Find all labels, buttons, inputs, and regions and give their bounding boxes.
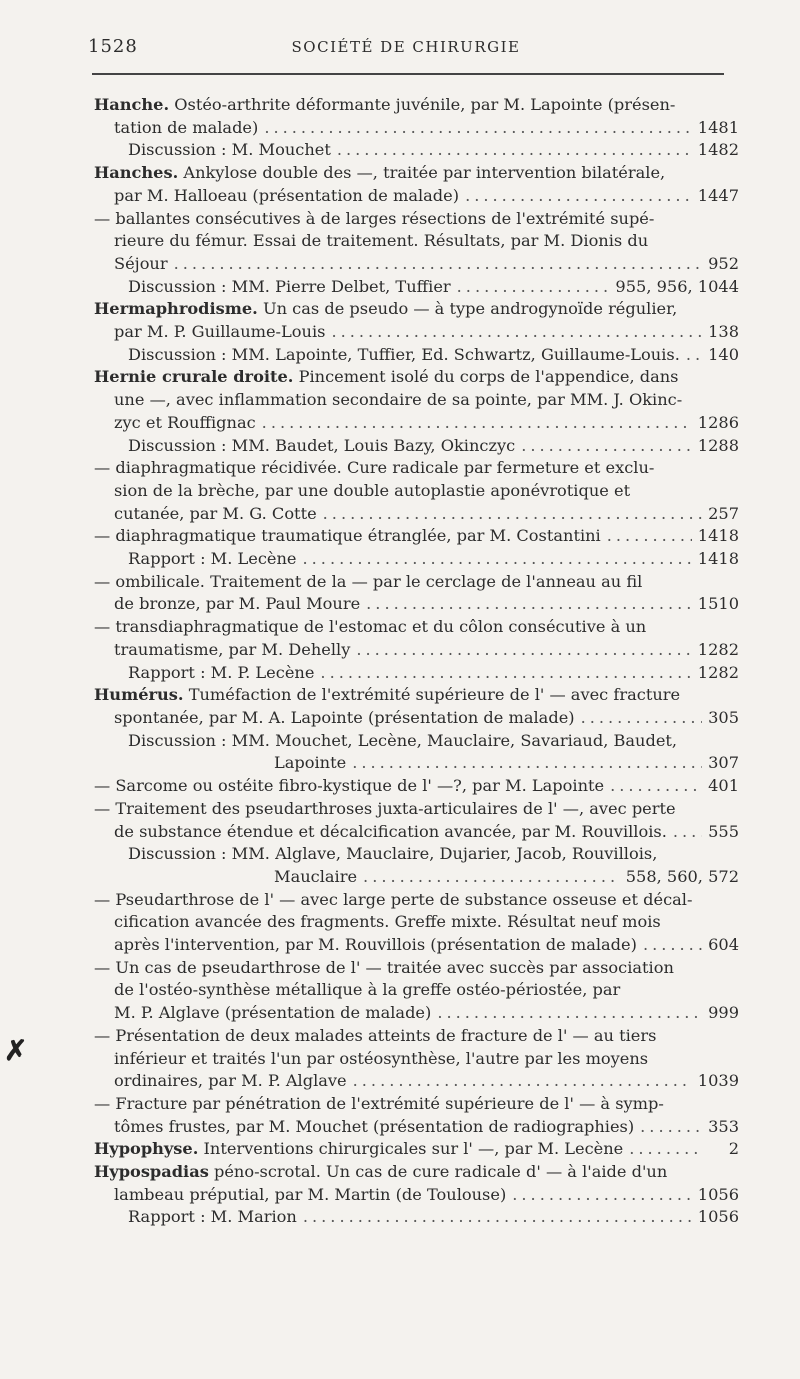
- entry-line: — Un cas de pseudarthrose de l' — traitée avec succès par association: [94, 957, 674, 977]
- page-ref: 952: [708, 253, 739, 273]
- entry-text: Rapport : M. P. Lecène: [128, 662, 315, 682]
- index-entry: [94, 1025, 739, 1093]
- index-entry: [94, 435, 739, 458]
- page-ref: 307: [708, 753, 739, 773]
- page-ref: 1288: [697, 435, 739, 455]
- index-entry: [94, 162, 739, 207]
- entry-line: rieure du fémur. Essai de traitement. Résultats, par M. Dionis du: [114, 231, 649, 251]
- page-ref: 401: [708, 776, 739, 796]
- index-entry: [94, 1161, 739, 1206]
- entry-line: inférieur et traités l'un par ostéosynthèse, l'autre par les moyens: [114, 1048, 649, 1068]
- page-ref: 1447: [697, 185, 739, 205]
- index-entry: [94, 525, 739, 548]
- index-entry: [94, 798, 739, 843]
- entry-text: lambeau préputial, par M. Martin (de Toulouse): [114, 1184, 507, 1204]
- entry-text: zyc et Rouffignac: [114, 412, 256, 432]
- page-ref: 257: [708, 503, 739, 523]
- entry-line: — ballantes consécutives à de larges résections de l'extrémité supé-: [94, 208, 655, 228]
- index-entries: [94, 94, 739, 1229]
- margin-mark: ✗: [4, 1034, 28, 1067]
- entry-text: Lapointe: [274, 753, 347, 773]
- entry-line: — diaphragmatique récidivée. Cure radicale par fermeture et exclu-: [94, 458, 655, 478]
- page-ref: 555: [708, 821, 739, 841]
- entry-text: par M. Halloeau (présentation de malade): [114, 185, 460, 205]
- index-entry: [94, 298, 739, 343]
- entry-text: Hypophyse. Interventions chirurgicales sur l' —, par M. Lecène: [94, 1139, 624, 1159]
- page-ref: 1056: [697, 1184, 739, 1204]
- entry-text: spontanée, par M. A. Lapointe (présentation de malade): [114, 707, 575, 727]
- entry-line: une —, avec inflammation secondaire de sa pointe, par MM. J. Okinc-: [114, 390, 683, 410]
- entry-line: — Pseudarthrose de l' — avec large perte de substance osseuse et décal-: [94, 889, 693, 909]
- entry-text: Discussion : MM. Baudet, Louis Bazy, Okinczyc: [128, 435, 516, 455]
- page-number: 1528: [88, 36, 138, 57]
- entry-text: Discussion : MM. Lapointe, Tuffier, Ed. Schwartz, Guillaume-Louis.: [128, 344, 680, 364]
- entry-line: sion de la brèche, par une double autoplastie aponévrotique et: [114, 480, 631, 500]
- index-entry: [94, 662, 739, 685]
- entry-text: cutanée, par M. G. Cotte: [114, 503, 317, 523]
- entry-text: M. P. Alglave (présentation de malade): [114, 1003, 432, 1023]
- page-ref: 1418: [697, 549, 739, 569]
- entry-line: — Présentation de deux malades atteints de fracture de l' — au tiers: [94, 1025, 657, 1045]
- page-ref: 604: [708, 935, 739, 955]
- entry-text: Séjour: [114, 253, 168, 273]
- entry-line: Hanche. Ostéo-arthrite déformante juvénile, par M. Lapointe (présen-: [94, 95, 676, 114]
- index-entry: [94, 1093, 739, 1138]
- entry-text: Mauclaire: [274, 866, 358, 886]
- entry-text: de bronze, par M. Paul Moure: [114, 594, 361, 614]
- index-entry: [94, 94, 739, 139]
- entry-line: cification avancée des fragments. Greffe mixte. Résultat neuf mois: [114, 912, 661, 932]
- index-entry: [94, 571, 739, 616]
- page-ref: 1510: [697, 594, 739, 614]
- entry-line: Humérus. Tuméfaction de l'extrémité supérieure de l' — avec fracture: [94, 685, 681, 705]
- entry-line: — Fracture par pénétration de l'extrémité supérieure de l' — à symp-: [94, 1093, 664, 1113]
- index-entry: [94, 276, 739, 299]
- entry-text: ordinaires, par M. P. Alglave: [114, 1071, 347, 1091]
- entry-line: Hanches. Ankylose double des —, traitée par intervention bilatérale,: [94, 163, 666, 183]
- page-ref: 305: [708, 707, 739, 727]
- page-ref: 1482: [697, 140, 739, 160]
- entry-line: — transdiaphragmatique de l'estomac et du côlon consécutive à un: [94, 617, 647, 637]
- entry-text: — diaphragmatique traumatique étranglée, par M. Costantini: [94, 526, 601, 546]
- entry-text: après l'intervention, par M. Rouvillois (présentation de malade): [114, 935, 637, 955]
- index-entry: [94, 139, 739, 162]
- index-entry: [94, 457, 739, 525]
- running-title: SOCIÉTÉ DE CHIRURGIE: [291, 38, 521, 56]
- entry-text: Discussion : MM. Pierre Delbet, Tuffier: [128, 276, 451, 296]
- page-header: [88, 36, 724, 62]
- index-entry: [94, 344, 739, 367]
- index-entry: [94, 1206, 739, 1229]
- page-ref: 138: [708, 322, 739, 342]
- entry-text: de substance étendue et décalcification avancée, par M. Rouvillois.: [114, 821, 667, 841]
- page-ref: 558, 560, 572: [625, 866, 739, 886]
- page-ref: 1039: [697, 1071, 739, 1091]
- page-ref: 1286: [697, 412, 739, 432]
- entry-line: — ombilicale. Traitement de la — par le cerclage de l'anneau au fil: [94, 571, 643, 591]
- index-entry: [94, 889, 739, 957]
- page-ref: 1418: [697, 526, 739, 546]
- index-entry: [94, 957, 739, 1025]
- entry-text: Discussion : M. Mouchet: [128, 140, 331, 160]
- entry-text: Rapport : M. Marion: [128, 1207, 297, 1227]
- index-entry: [94, 684, 739, 729]
- index-entry: [94, 366, 739, 434]
- entry-text: Rapport : M. Lecène: [128, 549, 297, 569]
- page-ref: 1481: [697, 117, 739, 137]
- page-ref: 2: [728, 1139, 739, 1159]
- page-ref: 955, 956, 1044: [615, 276, 739, 296]
- page-ref: 140: [708, 344, 739, 364]
- entry-line: Discussion : MM. Alglave, Mauclaire, Dujarier, Jacob, Rouvillois,: [128, 844, 658, 864]
- index-entry: [94, 730, 739, 775]
- entry-text: tation de malade): [114, 117, 259, 137]
- index-entry: [94, 775, 739, 798]
- page-ref: 1056: [697, 1207, 739, 1227]
- entry-text: — Sarcome ou ostéite fibro-kystique de l' —?, par M. Lapointe: [94, 776, 605, 796]
- entry-line: Hernie crurale droite. Pincement isolé du corps de l'appendice, dans: [94, 367, 679, 387]
- entry-line: Hypospadias péno-scrotal. Un cas de cure radicale d' — à l'aide d'un: [94, 1162, 668, 1182]
- index-entry: [94, 843, 739, 888]
- entry-text: tômes frustes, par M. Mouchet (présentation de radiographies): [114, 1116, 635, 1136]
- entry-text: traumatisme, par M. Dehelly: [114, 639, 351, 659]
- page-ref: 353: [708, 1116, 739, 1136]
- page-ref: 1282: [697, 639, 739, 659]
- entry-line: — Traitement des pseudarthroses juxta-articulaires de l' —, avec perte: [94, 798, 676, 818]
- entry-line: de l'ostéo-synthèse métallique à la greffe ostéo-périostée, par: [114, 980, 621, 1000]
- index-entry: [94, 548, 739, 571]
- entry-line: Discussion : MM. Mouchet, Lecène, Mauclaire, Savariaud, Baudet,: [128, 730, 678, 750]
- index-entry: [94, 208, 739, 276]
- index-entry: [94, 616, 739, 661]
- header-rule: [92, 73, 724, 75]
- entry-line: Hermaphrodisme. Un cas de pseudo — à type androgynoïde régulier,: [94, 299, 678, 319]
- page-ref: 1282: [697, 662, 739, 682]
- index-entry: [94, 1138, 739, 1161]
- page-ref: 999: [708, 1003, 739, 1023]
- entry-text: par M. P. Guillaume-Louis: [114, 322, 326, 342]
